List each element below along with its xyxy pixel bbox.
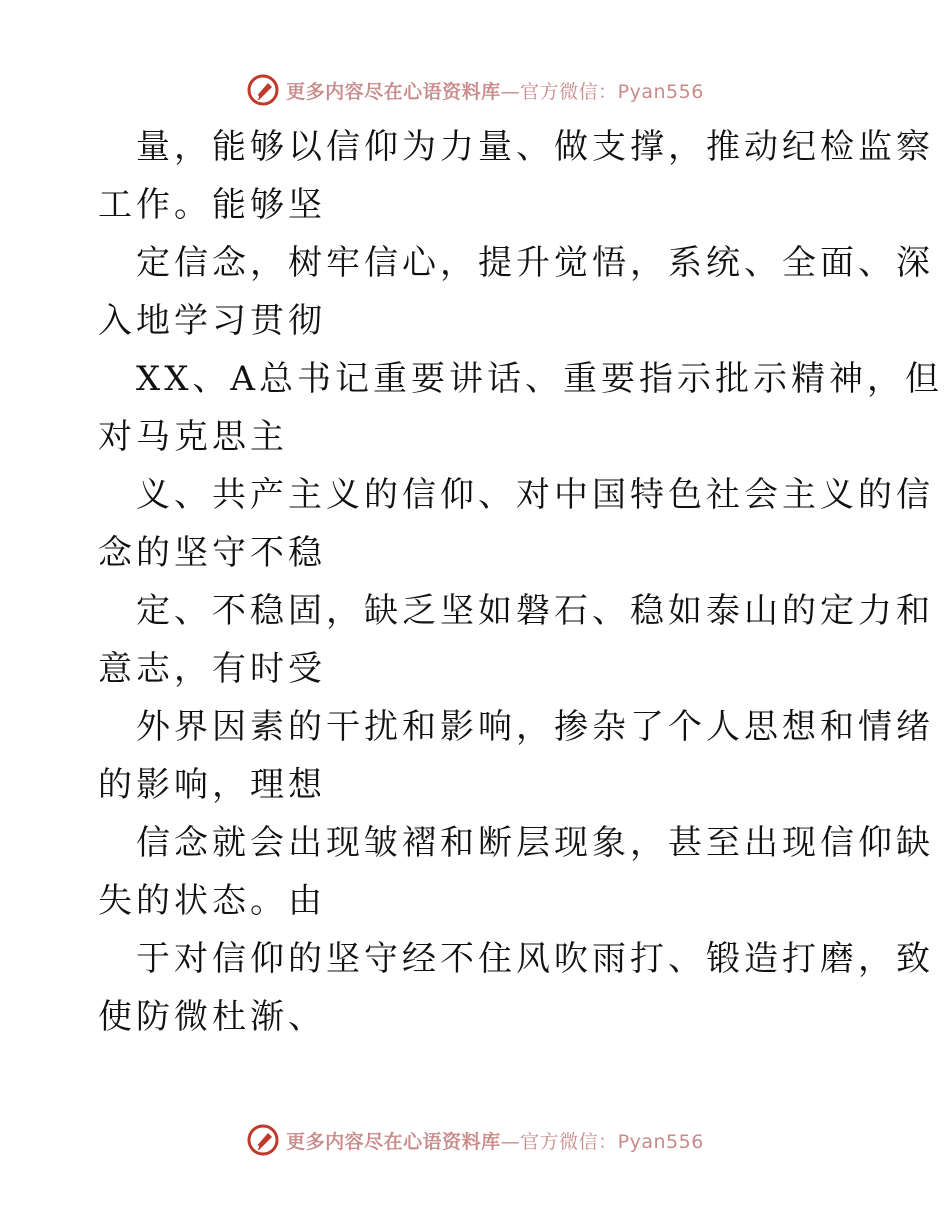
paragraph: XX、A总书记重要讲话、重要指示批示精神，但 对马克思主	[98, 359, 943, 457]
pen-nib-logo-icon	[246, 1123, 280, 1157]
document-body	[98, 118, 943, 1046]
paragraph: 定、不稳固，缺乏坚如磐石、稳如泰山的定力和 意志，有时受	[98, 591, 934, 689]
header-watermark	[0, 70, 950, 110]
paragraph: 于对信仰的坚守经不住风吹雨打、锻造打磨，致 使防微杜渐、	[98, 939, 934, 1037]
footer-watermark	[0, 1120, 950, 1160]
footer-watermark-text: 更多内容尽在心语资料库—官方微信：Pyan556	[286, 1130, 704, 1153]
paragraph: 信念就会出现皱褶和断层现象，甚至出现信仰缺 失的状态。由	[98, 823, 934, 921]
paragraph: 义、共产主义的信仰、对中国特色社会主义的信 念的坚守不稳	[98, 475, 934, 573]
paragraph: 外界因素的干扰和影响，掺杂了个人思想和情绪 的影响，理想	[98, 707, 934, 805]
paragraph: 定信念，树牢信心，提升觉悟，系统、全面、深 入地学习贯彻	[98, 243, 934, 341]
pen-nib-logo-icon	[246, 73, 280, 107]
paragraph: 量，能够以信仰为力量、做支撑，推动纪检监察 工作。能够坚	[98, 127, 934, 225]
header-watermark-text: 更多内容尽在心语资料库—官方微信：Pyan556	[286, 80, 704, 103]
